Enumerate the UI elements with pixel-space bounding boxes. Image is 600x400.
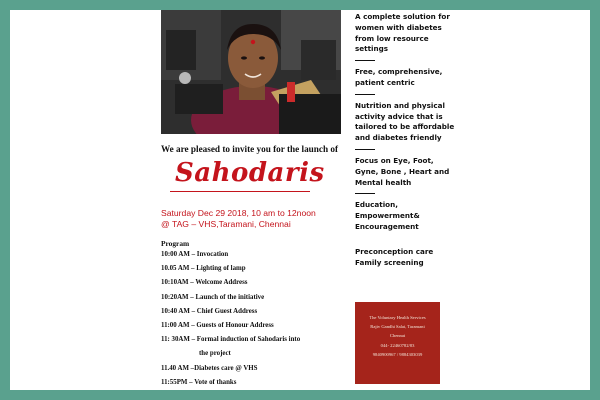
program-item: 10:10AM – Welcome Address: [161, 279, 248, 287]
feature-item: Education, Empowerment& Encouragement: [355, 200, 420, 231]
brand-logo: Sahodaris: [175, 158, 325, 188]
feature-divider: [355, 60, 375, 61]
invitation-page: [10, 10, 590, 390]
program-item: 11:55PM – Vote of thanks: [161, 378, 237, 386]
feature-divider: [355, 149, 375, 150]
program-item: 10.05 AM – Lighting of lamp: [161, 265, 246, 273]
event-date-time: Saturday Dec 29 2018, 10 am to 12noon: [161, 208, 316, 218]
program-title-text: Chief Guest Address: [196, 307, 258, 315]
program-time: 10:20AM: [161, 293, 189, 301]
feature-item: Preconception care Family screening: [355, 246, 434, 267]
program-time: 11:55PM: [161, 378, 188, 386]
contact-org: The Voluntary Health Services: [369, 315, 426, 320]
program-item: 11:00 AM – Guests of Honour Address: [161, 321, 274, 329]
program-title-text: the project: [199, 350, 231, 358]
program-item: 10:00 AM – Invocation: [161, 251, 229, 258]
program-title-text: Launch of the initiative: [195, 293, 265, 301]
contact-phone: 044- 22460782/83: [380, 342, 415, 348]
program-title-text: Formal induction of Sahodaris into: [196, 336, 301, 344]
program-title-text: Guests of Honour Address: [196, 321, 274, 329]
contact-address1: Rajiv Gandhi Salai, Taramani: [370, 324, 425, 330]
feature-item: Focus on Eye, Foot, Gyne, Bone , Heart and Mental health: [355, 155, 450, 187]
hero-photo: [161, 10, 341, 134]
program-title-text: Welcome Address: [195, 279, 248, 287]
program-title: Program: [161, 239, 190, 248]
program-list: [161, 251, 361, 390]
program-time: 11: 30AM: [161, 336, 190, 344]
contact-address2: Chennai: [389, 333, 406, 339]
event-details: [161, 208, 361, 230]
program-time: 10:00 AM: [161, 251, 190, 258]
program-time: 11.40 AM: [161, 364, 189, 372]
feature-item: A complete solution for women with diabetes from low resource settings: [355, 12, 450, 54]
program-time: 10:40 AM: [161, 307, 190, 315]
contact-box: [355, 302, 440, 384]
feature-item: Nutrition and physical activity advice that is tailored to be affordable and diabetes friendly: [355, 100, 455, 143]
program-item: 10:40 AM – Chief Guest Address: [161, 307, 258, 315]
feature-divider: [355, 94, 375, 95]
features-column: [355, 12, 455, 270]
event-venue: @ TAG – VHS,Taramani, Chennai: [161, 219, 291, 229]
brand-underline: [170, 191, 310, 192]
program-time: 10:10AM: [161, 279, 189, 287]
contact-mobiles: 9840900967 / 9884303039: [372, 351, 423, 357]
program-title-text: Lighting of lamp: [196, 265, 246, 273]
program-item: 10:20AM – Launch of the initiative: [161, 293, 265, 301]
invitation-headline: We are pleased to invite you for the launch of: [161, 144, 339, 154]
woman-at-sewing-machine-image: [161, 10, 341, 134]
program-item: 11: 30AM – Formal induction of Sahodaris into: [161, 336, 301, 344]
program-title-text: Vote of thanks: [194, 378, 237, 386]
program-item-continuation: [161, 350, 361, 364]
feature-item: Free, comprehensive, patient centric: [355, 67, 443, 87]
program-time: 11:00 AM: [161, 321, 190, 329]
program-title-text: Diabetes care @ VHS: [194, 364, 258, 372]
feature-divider: [355, 193, 375, 194]
program-title-text: Invocation: [196, 251, 229, 258]
program-time: 10.05 AM: [161, 265, 190, 273]
program-item: 11.40 AM –Diabetes care @ VHS: [161, 364, 258, 372]
